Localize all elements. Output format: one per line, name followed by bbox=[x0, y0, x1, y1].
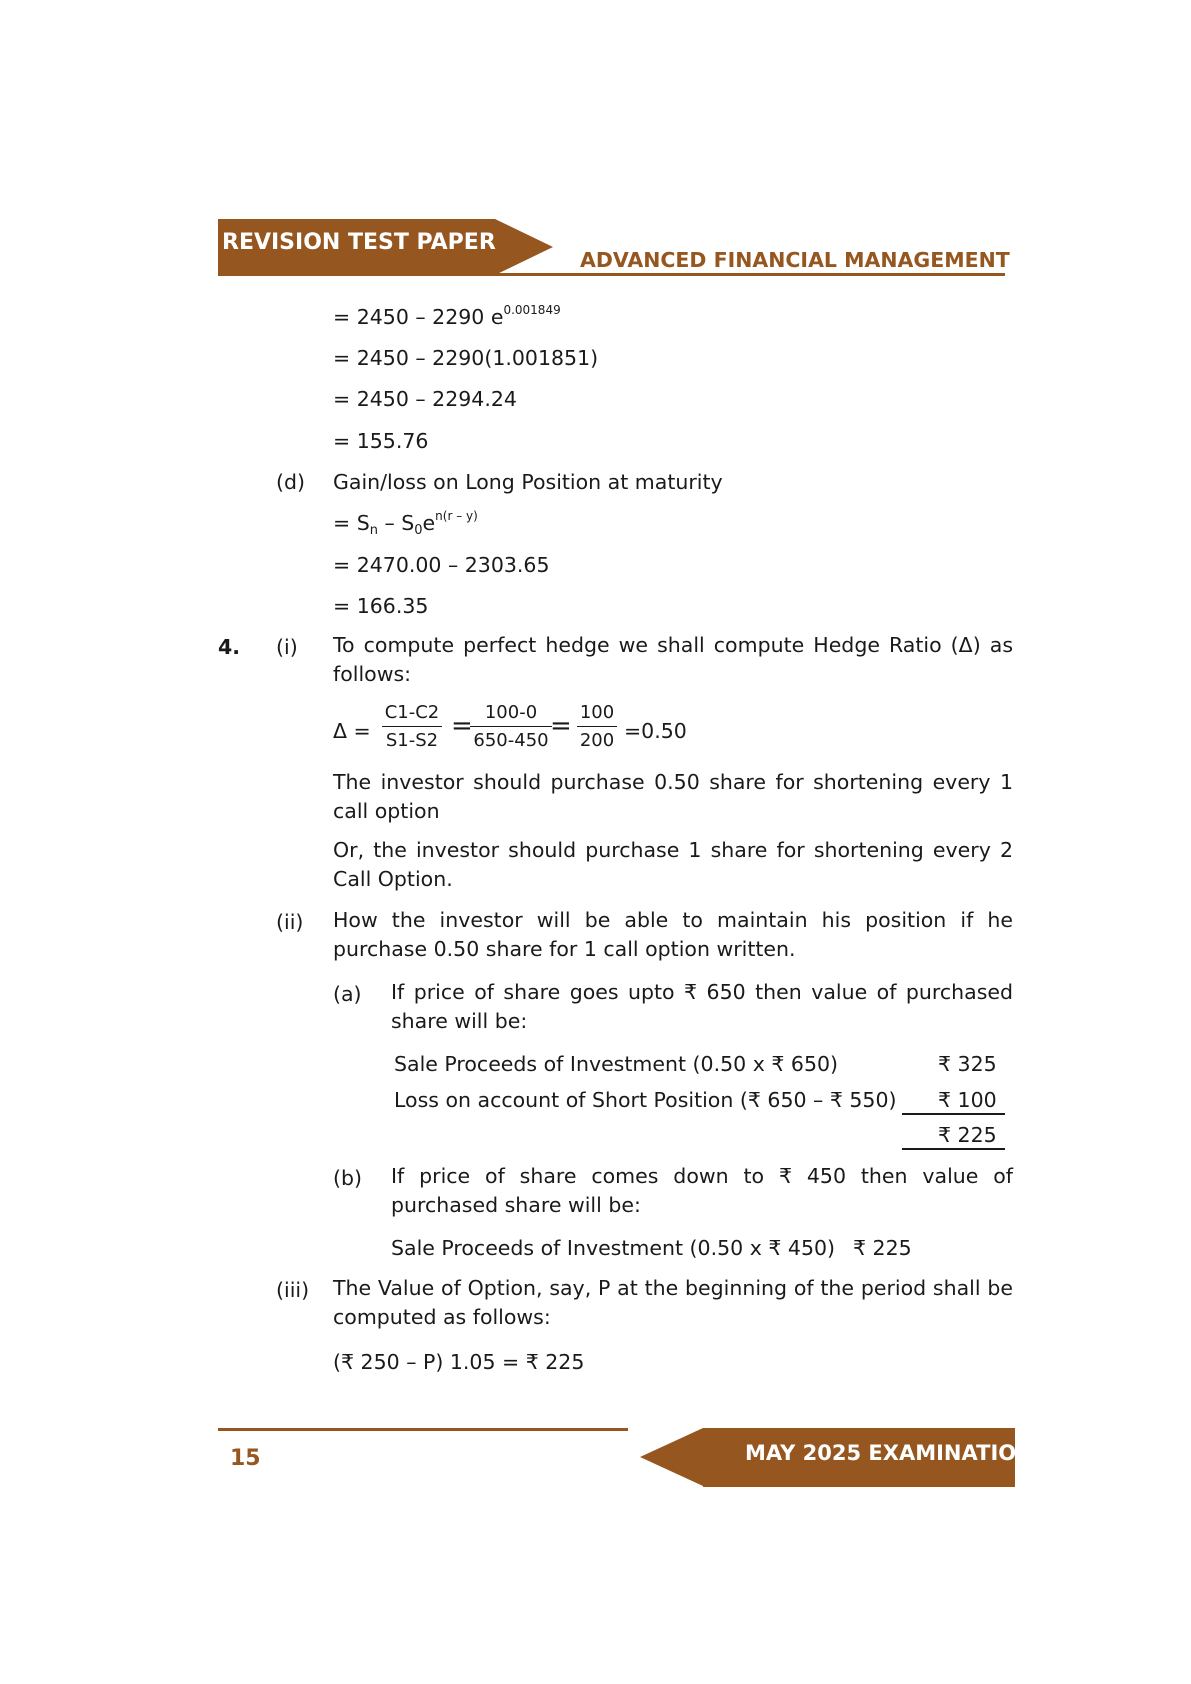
sub-b-text: If price of share comes down to ₹ 450 then value of purchased share will be: bbox=[391, 1164, 1013, 1217]
fraction-2 bbox=[470, 702, 552, 751]
sub-b-label: (b) bbox=[333, 1166, 363, 1190]
header-left-title: REVISION TEST PAPER bbox=[222, 230, 496, 255]
equals-1: = bbox=[451, 711, 473, 741]
fraction-1-numerator: C1-C2 bbox=[382, 702, 442, 727]
part-i-text: To compute perfect hedge we shall compute Hedge Ratio (Δ) as follows: bbox=[333, 633, 1013, 686]
a-row-2-label: Loss on account of Short Position (₹ 650 – ₹ 550) bbox=[394, 1088, 897, 1112]
paragraph-2: Or, the investor should purchase 1 share for shortening every 2 Call Option. bbox=[333, 838, 1013, 891]
calc-line-1: = 2450 – 2290 $e^{0.001849}$ bbox=[333, 303, 561, 329]
total-rule bbox=[902, 1148, 1005, 1150]
part-d-heading: Gain/loss on Long Position at maturity bbox=[333, 470, 723, 494]
part-iii-equation: (₹ 250 – P) 1.05 = ₹ 225 bbox=[333, 1350, 585, 1374]
question-number: 4. bbox=[218, 635, 241, 659]
header-rule bbox=[218, 273, 1005, 276]
b-row-label: Sale Proceeds of Investment (0.50 x ₹ 450) bbox=[391, 1236, 836, 1260]
hedge-ratio-result: =0.50 bbox=[624, 719, 687, 743]
a-row-2-value: ₹ 100 bbox=[938, 1088, 997, 1112]
b-row-value: ₹ 225 bbox=[853, 1236, 912, 1260]
fraction-1-denominator: S1-S2 bbox=[385, 730, 439, 751]
sub-a-text: If price of share goes upto ₹ 650 then value of purchased share will be: bbox=[391, 980, 1013, 1033]
part-ii-text: How the investor will be able to maintain his position if he purchase 0.50 share for 1 call option written. bbox=[333, 908, 1013, 961]
page-number: 15 bbox=[230, 1446, 261, 1471]
header-arrow bbox=[495, 219, 553, 275]
part-iii-label: (iii) bbox=[276, 1278, 310, 1302]
fraction-2-denominator: 650-450 bbox=[473, 730, 549, 751]
part-iii-text: The Value of Option, say, P at the beginning of the period shall be computed as follows: bbox=[333, 1276, 1013, 1329]
fraction-3 bbox=[577, 702, 617, 751]
subtotal-rule bbox=[902, 1113, 1005, 1115]
fraction-1 bbox=[382, 702, 442, 751]
part-d-line-2: = 2470.00 – 2303.65 bbox=[333, 553, 550, 577]
delta-label: Δ = bbox=[333, 719, 371, 743]
part-d-line-3: = 166.35 bbox=[333, 594, 429, 618]
calc-line-3: = 2450 – 2294.24 bbox=[333, 387, 517, 411]
calc-line-4: = 155.76 bbox=[333, 429, 429, 453]
part-d-label: (d) bbox=[276, 470, 306, 494]
footer-arrow bbox=[640, 1428, 703, 1486]
a-row-1-label: Sale Proceeds of Investment (0.50 x ₹ 650) bbox=[394, 1052, 839, 1076]
paragraph-1: The investor should purchase 0.50 share for shortening every 1 call option bbox=[333, 770, 1013, 823]
part-i-label: (i) bbox=[276, 635, 298, 659]
footer-rule bbox=[218, 1428, 628, 1431]
fraction-3-denominator: 200 bbox=[579, 730, 615, 751]
a-row-1-value: ₹ 325 bbox=[938, 1052, 997, 1076]
fraction-2-numerator: 100-0 bbox=[470, 702, 552, 727]
equals-2: = bbox=[550, 711, 572, 741]
fraction-3-numerator: 100 bbox=[577, 702, 617, 727]
calc-line-2: = 2450 – 2290(1.001851) bbox=[333, 346, 599, 370]
part-ii-label: (ii) bbox=[276, 910, 304, 934]
sub-a-label: (a) bbox=[333, 982, 362, 1006]
a-total-value: ₹ 225 bbox=[938, 1123, 997, 1147]
part-d-formula: = $S_n - S_0e^{n(r - y)}$ bbox=[333, 509, 478, 538]
footer-exam-title: MAY 2025 EXAMINATION bbox=[745, 1441, 1034, 1465]
header-right-title: ADVANCED FINANCIAL MANAGEMENT bbox=[580, 248, 1010, 272]
